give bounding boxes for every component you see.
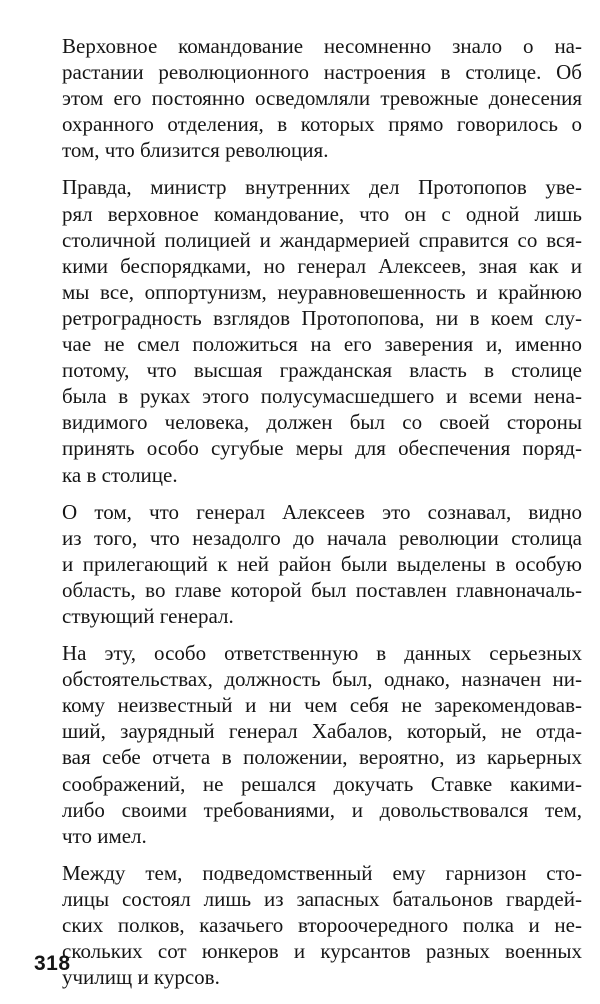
text-line: потому, что высшая гражданская власть в столице	[62, 358, 582, 383]
text-line: рял верховное командование, что он с одной лишь	[62, 201, 582, 226]
text-line: видимого человека, должен был со своей стороны	[62, 410, 582, 435]
text-line: этом его постоянно осведомляли тревожные донесения	[62, 86, 582, 111]
text-line: из того, что незадолго до начала революции столица	[62, 525, 582, 550]
text-line: и прилегающий к ней район были выделены в особую	[62, 551, 582, 576]
text-line: обстоятельствах, должность был, однако, назначен ни-	[62, 667, 582, 692]
text-line: скольких сот юнкеров и курсантов разных военных	[62, 939, 582, 964]
text-line: мы все, оппортунизм, неуравновешенность и крайнюю	[62, 279, 582, 304]
text-line: что имел.	[62, 823, 147, 848]
text-line: кому неизвестный и ни чем себя не зарекомендовав-	[62, 693, 582, 718]
paragraph-1	[34, 33, 582, 163]
text-line: либо своими требованиями, и довольствовался тем,	[62, 797, 582, 822]
text-line: чае не смел положиться на его заверения и, именно	[62, 332, 582, 357]
text-line: том, что близится революция.	[62, 138, 329, 163]
text-line: Верховное командование несомненно знало о на-	[62, 34, 582, 58]
page-number: 318	[34, 952, 71, 975]
text-line: Между тем, подведомственный ему гарнизон сто-	[62, 860, 582, 885]
text-line: ских полков, казачьего второочередного полка и не-	[62, 913, 582, 937]
text-line: ретроградность взглядов Протопопова, ни в коем слу-	[62, 305, 582, 330]
text-line: принять особо сугубые меры для обеспечения поряд-	[62, 436, 582, 461]
text-line: училищ и курсов.	[62, 965, 220, 990]
text-line: была в руках этого полусумасшедшего и всеми нена-	[62, 384, 582, 409]
text-line: столичной полицией и жандармерией справится со вся-	[62, 227, 582, 252]
text-line: вая себе отчета в положении, вероятно, из карьерных	[62, 745, 582, 770]
text-line: ший, заурядный генерал Хабалов, который, не отда-	[62, 719, 582, 744]
text-line: О том, что генерал Алексеев это сознавал, видно	[62, 499, 582, 524]
text-line: соображений, не решался докучать Ставке какими-	[62, 771, 582, 796]
text-line: Правда, министр внутренних дел Протопопов уве-	[62, 175, 582, 200]
text-line: ка в столице.	[62, 462, 178, 487]
text-line: охранного отделения, в которых прямо говорилось о	[62, 112, 582, 137]
paragraph-3	[34, 499, 582, 629]
text-line: область, во главе которой был поставлен главноначаль-	[62, 577, 582, 602]
text-line: растании революционного настроения в столице. Об	[62, 60, 582, 85]
text-line: На эту, особо ответственную в данных серьезных	[62, 641, 582, 666]
text-line: ствующий генерал.	[62, 603, 234, 628]
paragraph-5	[34, 860, 582, 990]
text-line: кими беспорядками, но генерал Алексеев, зная как и	[62, 253, 582, 278]
paragraph-2	[34, 174, 582, 487]
text-line: лицы состоял лишь из запасных батальонов гвардей-	[62, 886, 582, 911]
body-text	[34, 33, 582, 1001]
paragraph-4	[34, 640, 582, 849]
